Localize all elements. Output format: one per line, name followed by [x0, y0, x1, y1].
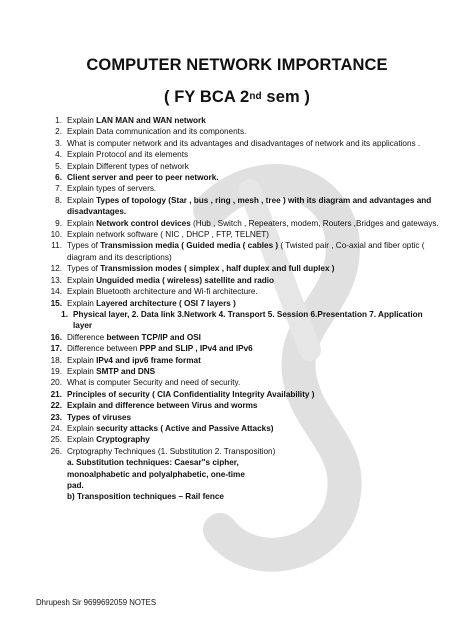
- item-text: [67, 263, 440, 274]
- item-text-bold: Unguided media ( wireless) satellite and radio: [96, 275, 275, 285]
- item-number: 1.: [55, 116, 62, 125]
- list-item: [40, 423, 440, 434]
- continuation-text: b) Transposition techniques – Rail fence: [67, 492, 224, 502]
- item-text: [67, 149, 440, 160]
- list-item: [40, 355, 440, 366]
- item-number: 13.: [50, 275, 62, 285]
- item-text-bold: Network control devices: [96, 218, 191, 228]
- list-item: [40, 400, 440, 411]
- item-text: [67, 161, 440, 172]
- sub-list-item: [40, 309, 440, 332]
- item-text-bold: Transmission media ( Guided media ( cables ): [100, 241, 279, 251]
- item-text-regular: Explain: [67, 366, 97, 376]
- item-text: [67, 240, 440, 263]
- item-text: [67, 229, 440, 240]
- item-text-bold: Client server and peer to peer network.: [67, 173, 219, 183]
- list-item: [40, 434, 440, 445]
- document-title: COMPUTER NETWORK IMPORTANCE: [86, 56, 388, 74]
- continuation-text: monoalphabetic and polyalphabetic, one-time: [67, 469, 245, 479]
- item-number: 8.: [55, 195, 62, 205]
- list-item: [40, 298, 440, 309]
- item-text: [67, 343, 440, 354]
- item-text: [67, 195, 440, 218]
- item-number: 5.: [55, 161, 62, 171]
- item-text-regular: Explain: [67, 218, 97, 228]
- item-text-regular: Explain Bluetooth architecture and Wi-fi architecture.: [67, 287, 258, 297]
- item-text-bold: SMTP and DNS: [96, 366, 156, 376]
- continuation-text: a. Substitution techniques: Caesar"s cipher,: [67, 458, 239, 468]
- list-item: [40, 126, 440, 137]
- list-item: [40, 343, 440, 354]
- list-item: [40, 161, 440, 172]
- item-text: [67, 355, 440, 366]
- item-text-regular: Explain: [67, 423, 97, 433]
- item-text-regular: Explain: [67, 435, 97, 445]
- item-text-regular: Explain: [67, 275, 97, 285]
- item-text: [67, 126, 440, 137]
- list-item: [40, 263, 440, 274]
- item-text-bold: IPv4 and ipv6 frame format: [96, 355, 201, 365]
- item-number: 11.: [51, 241, 62, 251]
- item-text-regular: Explain: [67, 355, 97, 365]
- item-text-bold: Types of viruses: [67, 412, 132, 422]
- item-text-bold: LAN MAN and WAN network: [96, 116, 206, 125]
- list-item: [40, 183, 440, 194]
- item-text-regular: Explain: [67, 298, 97, 308]
- item-text-regular: Explain Data communication and its components.: [67, 127, 247, 137]
- item-text: [67, 172, 440, 183]
- item-number: 16.: [50, 332, 62, 342]
- item-number: 4.: [55, 150, 62, 160]
- item-number: 26.: [50, 446, 62, 456]
- item-number: 6.: [55, 173, 62, 183]
- item-number: 7.: [55, 184, 62, 194]
- list-item: [40, 149, 440, 160]
- item-text: [67, 412, 440, 423]
- item-number: 19.: [50, 366, 62, 376]
- item-text-regular: Difference between: [67, 344, 140, 354]
- continuation-line: [40, 480, 440, 491]
- item-text-regular: Explain: [67, 195, 97, 205]
- list-item: [40, 138, 440, 149]
- continuation-line: [40, 491, 440, 502]
- question-list: [40, 115, 440, 503]
- item-text-regular: Explain: [67, 116, 97, 125]
- item-number: 15.: [50, 298, 62, 308]
- list-item: [40, 377, 440, 388]
- item-text-regular: What is computer network and its advantages and disadvantages of network and its applications .: [67, 138, 421, 148]
- list-item: [40, 115, 440, 126]
- item-text: [67, 332, 440, 343]
- item-text-regular: What is computer Security and need of security.: [67, 378, 241, 388]
- item-text-regular: Crptography Techniques (1. Substitution 2. Transposition): [67, 446, 276, 456]
- item-text-bold: PPP and SLIP , IPv4 and IPv6: [139, 344, 253, 354]
- item-text: [67, 286, 440, 297]
- item-text-regular: Explain types of servers.: [67, 184, 157, 194]
- item-text: [67, 423, 440, 434]
- item-text: [67, 389, 440, 400]
- item-text: [67, 446, 440, 457]
- item-text-bold: Cryptography: [96, 435, 150, 445]
- list-item: [40, 229, 440, 240]
- item-text-bold: Types of topology (Star , bus , ring , mesh , tree ) with its diagram and advantages and disadvantages.: [67, 195, 432, 217]
- item-text-regular: Types of: [67, 264, 101, 274]
- item-text-bold: Explain and difference between Virus and worms: [67, 401, 258, 411]
- item-text: [67, 400, 440, 411]
- item-text-bold: Transmission modes ( simplex , half duplex and full duplex ): [100, 264, 335, 274]
- item-number: 23.: [50, 412, 62, 422]
- item-text: [67, 218, 440, 229]
- item-text-regular: ( Twisted pair , Co-axial and fiber optic ( diagram and its descriptions): [67, 241, 425, 262]
- item-text: [67, 115, 440, 126]
- item-text-bold: Layered architecture ( OSI 7 layers ): [96, 298, 236, 308]
- item-number: 2.: [55, 127, 62, 137]
- document-subtitle: ( FY BCA 2nd sem ): [163, 88, 311, 106]
- item-text-bold: security attacks ( Active and Passive Attacks): [96, 423, 274, 433]
- item-text-bold: Principles of security ( CIA Confidentiality Integrity Availability ): [67, 389, 315, 399]
- item-text-regular: (Hub , Switch , Repeaters, modem, Routers ,Bridges and gateways.: [190, 218, 439, 228]
- item-text: [67, 275, 440, 286]
- item-number: 25.: [50, 435, 62, 445]
- continuation-line: [40, 457, 440, 468]
- item-text: [67, 298, 440, 309]
- list-item: [40, 195, 440, 218]
- item-text: [67, 183, 440, 194]
- list-item: [40, 366, 440, 377]
- item-number: 20.: [50, 378, 62, 388]
- item-number: 14.: [50, 287, 62, 297]
- list-item: [40, 389, 440, 400]
- item-number: 12.: [50, 264, 62, 274]
- item-number: 9.: [55, 218, 62, 228]
- item-text-regular: Explain network software ( NIC , DHCP , FTP, TELNET): [67, 230, 270, 240]
- item-number: 10.: [50, 230, 62, 240]
- item-number: 17.: [50, 344, 62, 354]
- item-number: 22.: [50, 401, 62, 411]
- continuation-text: pad.: [67, 481, 84, 490]
- sub-item-number: 1.: [61, 309, 68, 319]
- item-text: [67, 434, 440, 445]
- item-number: 3.: [55, 138, 62, 148]
- list-item: [40, 446, 440, 457]
- item-number: 21.: [50, 389, 62, 399]
- list-item: [40, 332, 440, 343]
- footer-contact: Dhrupesh Sir 9699692059 NOTES: [36, 598, 157, 607]
- item-text-regular: Difference: [67, 332, 107, 342]
- continuation-line: [40, 469, 440, 480]
- sub-item-text: Physical layer, 2. Data link 3.Network 4. Transport 5. Session 6.Presentation 7. Application layer: [73, 309, 423, 331]
- list-item: [40, 172, 440, 183]
- item-text-bold: between TCP/IP and OSI: [106, 332, 201, 342]
- list-item: [40, 286, 440, 297]
- list-item: [40, 240, 440, 263]
- item-number: 18.: [50, 355, 62, 365]
- list-item: [40, 275, 440, 286]
- item-text: [67, 138, 440, 149]
- item-number: 24.: [50, 423, 62, 433]
- item-text: [67, 366, 440, 377]
- list-item: [40, 412, 440, 423]
- item-text-regular: Explain Different types of network: [67, 161, 189, 171]
- item-text-regular: Explain Protocol and its elements: [67, 150, 189, 160]
- item-text-regular: Types of: [67, 241, 101, 251]
- item-text: [67, 377, 440, 388]
- list-item: [40, 218, 440, 229]
